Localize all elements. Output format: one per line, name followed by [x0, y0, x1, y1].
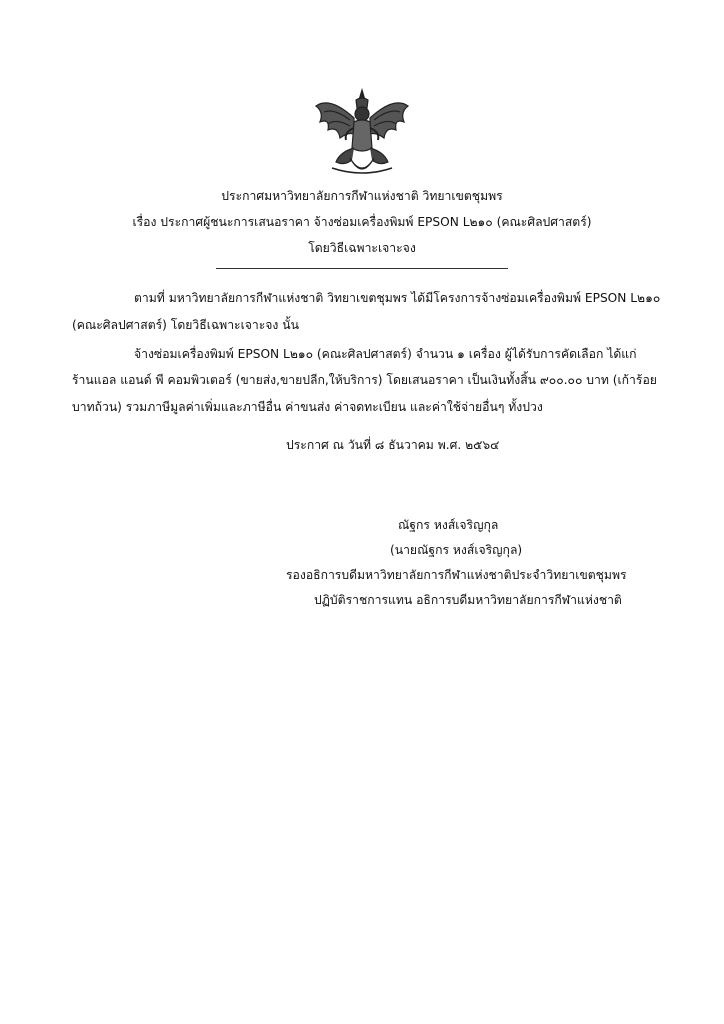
paragraph1-line2: (คณะศิลปศาสตร์) โดยวิธีเฉพาะเจาะจง นั้น [72, 318, 299, 332]
doc-title: ประกาศมหาวิทยาลัยการกีฬาแห่งชาติ วิทยาเขตชุมพร [221, 189, 503, 203]
garuda-emblem-icon [310, 88, 414, 180]
paragraph2-line1: จ้างซ่อมเครื่องพิมพ์ EPSON L๒๑๐ (คณะศิลปศาสตร์) จำนวน ๑ เครื่อง ผู้ได้รับการคัดเลือก ได้แก่ [134, 347, 637, 361]
paragraph2-line2: ร้านแอล แอนด์ พี คอมพิวเตอร์ (ขายส่ง,ขายปลีก,ให้บริการ) โดยเสนอราคา เป็นเงินทั้งสิ้น ๙๐๐.๐๐ บาท (เก้าร้อย [72, 373, 657, 387]
announcement-date: ประกาศ ณ วันที่ ๘ ธันวาคม พ.ศ. ๒๕๖๔ [286, 438, 500, 452]
signatory-full-name: (นายณัฐกร หงส์เจริญกุล) [390, 543, 523, 557]
title-divider [216, 268, 508, 269]
signatory-position: รองอธิการบดีมหาวิทยาลัยการกีฬาแห่งชาติประจำวิทยาเขตชุมพร [286, 568, 627, 582]
doc-method: โดยวิธีเฉพาะเจาะจง [308, 241, 416, 255]
paragraph1-line1: ตามที่ มหาวิทยาลัยการกีฬาแห่งชาติ วิทยาเขตชุมพร ได้มีโครงการจ้างซ่อมเครื่องพิมพ์ EPSON L๒๑๐ [134, 291, 661, 305]
signatory-acting-for: ปฏิบัติราชการแทน อธิการบดีมหาวิทยาลัยการกีฬาแห่งชาติ [314, 593, 622, 607]
signature-name: ณัฐกร หงส์เจริญกุล [398, 518, 499, 532]
doc-subject: เรื่อง ประกาศผู้ชนะการเสนอราคา จ้างซ่อมเครื่องพิมพ์ EPSON L๒๑๐ (คณะศิลปศาสตร์) [132, 215, 592, 229]
paragraph2-line3: บาทถ้วน) รวมภาษีมูลค่าเพิ่มและภาษีอื่น ค่าขนส่ง ค่าจดทะเบียน และค่าใช้จ่ายอื่นๆ ทั้งปวง [72, 400, 543, 414]
